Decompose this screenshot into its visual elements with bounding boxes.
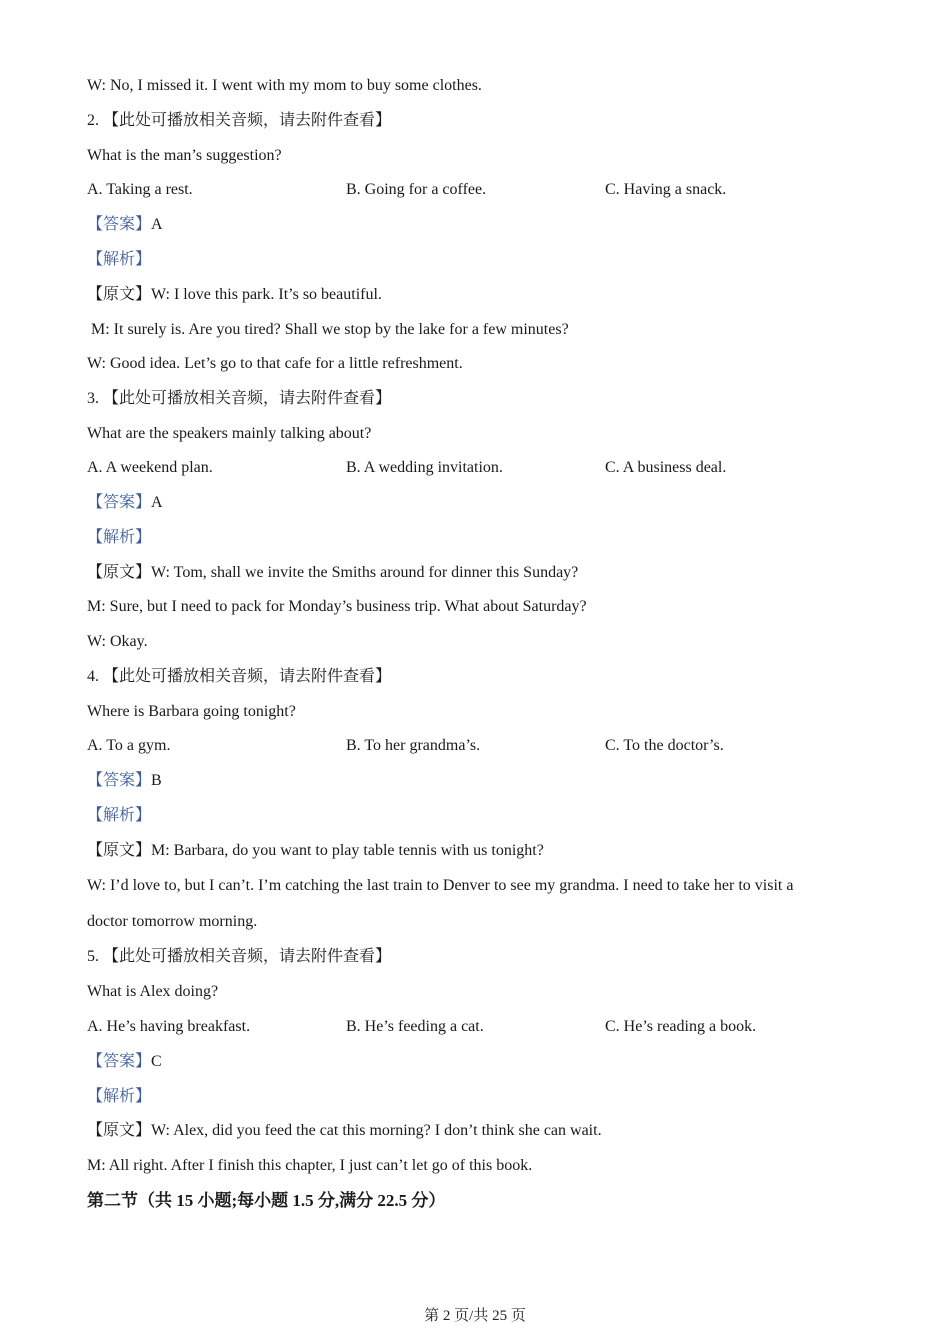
question-3-stem: What are the speakers mainly talking about? <box>87 425 372 442</box>
q3-option-a: A. A weekend plan. <box>87 459 213 476</box>
q3-transcript-3: W: Okay. <box>87 633 148 650</box>
q4-transcript-2: W: I’d love to, but I can’t. I’m catching the last train to Denver to see my grandma. I need to take her to visit a <box>87 877 794 894</box>
q4-analysis-tag: 【解析】 <box>87 807 152 824</box>
q4-option-a: A. To a gym. <box>87 737 171 754</box>
q5-analysis-tag: 【解析】 <box>87 1088 152 1105</box>
answer-tag: 【答案】 <box>87 216 152 233</box>
q3-transcript-2: M: Sure, but I need to pack for Monday’s business trip. What about Saturday? <box>87 598 587 615</box>
q2-transcript-3: W: Good idea. Let’s go to that cafe for a little refreshment. <box>87 355 463 372</box>
answer-tag: 【答案】 <box>87 494 152 511</box>
q5-transcript-1: 【原文】W: Alex, did you feed the cat this morning? I don’t think she can wait. <box>87 1122 602 1139</box>
answer-value: B <box>151 772 162 789</box>
question-4-stem: Where is Barbara going tonight? <box>87 703 296 720</box>
q4-transcript-3: doctor tomorrow morning. <box>87 913 258 930</box>
section-heading: 第二节（共 15 小题;每小题 1.5 分,满分 22.5 分） <box>87 1191 446 1210</box>
q2-option-a: A. Taking a rest. <box>87 181 193 198</box>
answer-tag: 【答案】 <box>87 772 152 789</box>
q2-transcript-1: 【原文】W: I love this park. It’s so beautiful. <box>87 286 382 303</box>
q5-answer <box>87 1052 162 1072</box>
q4-option-c: C. To the doctor’s. <box>605 737 724 754</box>
q5-option-c: C. He’s reading a book. <box>605 1018 757 1035</box>
q3-transcript-1: 【原文】W: Tom, shall we invite the Smiths around for dinner this Sunday? <box>87 564 579 581</box>
q2-transcript-2: M: It surely is. Are you tired? Shall we stop by the lake for a few minutes? <box>87 321 569 338</box>
q2-analysis-tag: 【解析】 <box>87 251 152 268</box>
q3-option-b: B. A wedding invitation. <box>346 459 503 476</box>
q3-answer <box>87 493 163 513</box>
q4-transcript-1: 【原文】M: Barbara, do you want to play table tennis with us tonight? <box>87 842 544 859</box>
answer-value: C <box>151 1053 162 1070</box>
question-5-stem: What is Alex doing? <box>87 983 219 1000</box>
page-footer: 第 2 页/共 25 页 <box>424 1308 526 1324</box>
question-4-number: 4. 【此处可播放相关音频，请去附件查看】 <box>87 668 392 685</box>
q2-answer <box>87 215 163 235</box>
q3-option-c: C. A business deal. <box>605 459 727 476</box>
question-2-stem: What is the man’s suggestion? <box>87 147 282 164</box>
question-2-number: 2. 【此处可播放相关音频，请去附件查看】 <box>87 112 392 129</box>
answer-tag: 【答案】 <box>87 1053 152 1070</box>
question-3-number: 3. 【此处可播放相关音频，请去附件查看】 <box>87 390 392 407</box>
q2-option-c: C. Having a snack. <box>605 181 727 198</box>
answer-value: A <box>151 494 163 511</box>
q5-transcript-2: M: All right. After I finish this chapter, I just can’t let go of this book. <box>87 1157 533 1174</box>
text-line: W: No, I missed it. I went with my mom to buy some clothes. <box>87 77 482 94</box>
q2-option-b: B. Going for a coffee. <box>346 181 487 198</box>
answer-value: A <box>151 216 163 233</box>
q4-answer <box>87 771 162 791</box>
q5-option-b: B. He’s feeding a cat. <box>346 1018 484 1035</box>
q3-analysis-tag: 【解析】 <box>87 529 152 546</box>
q5-option-a: A. He’s having breakfast. <box>87 1018 251 1035</box>
q4-option-b: B. To her grandma’s. <box>346 737 481 754</box>
question-5-number: 5. 【此处可播放相关音频，请去附件查看】 <box>87 948 392 965</box>
